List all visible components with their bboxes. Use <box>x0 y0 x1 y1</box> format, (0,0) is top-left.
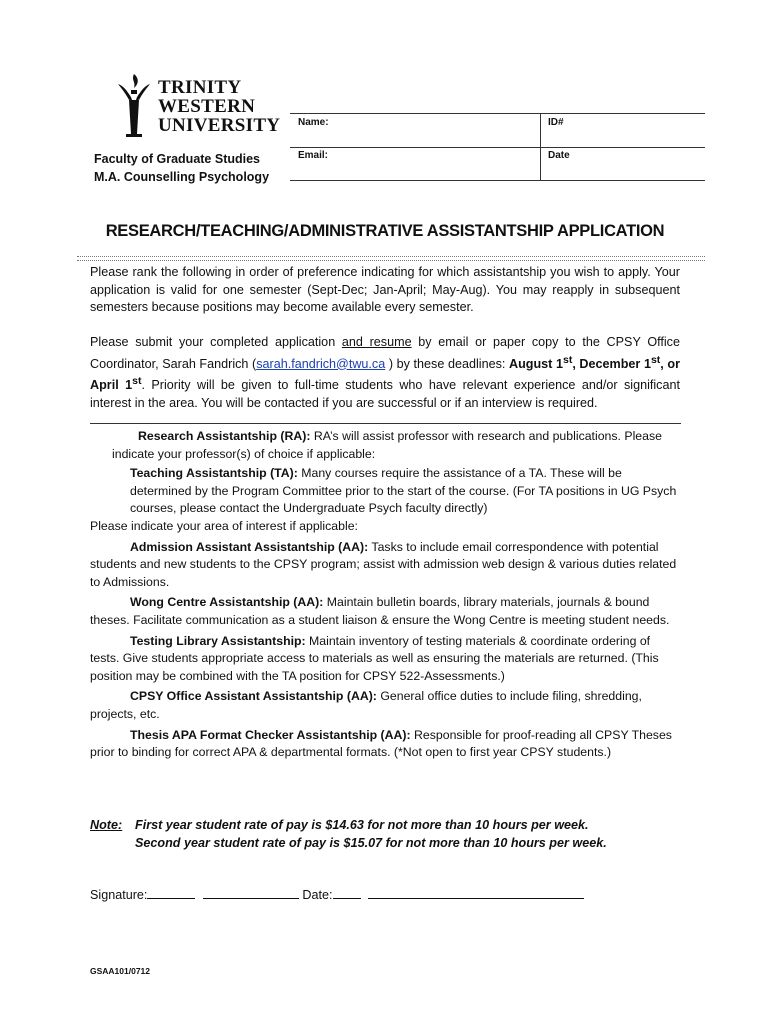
faculty-name: Faculty of Graduate Studies <box>94 152 261 166</box>
submission-text: ) by these deadlines: <box>385 356 509 371</box>
signature-row <box>90 886 584 902</box>
signature-label: Signature: <box>90 888 148 902</box>
section-divider <box>90 423 681 424</box>
role-title: Wong Centre Assistantship (AA): <box>130 595 324 610</box>
date-line[interactable] <box>368 886 584 899</box>
second-year-rate: Second year student rate of pay is $15.07 for not more than 10 hours per week. <box>135 836 607 850</box>
page-title: RESEARCH/TEACHING/ADMINISTRATIVE ASSISTANTSHIP APPLICATION <box>105 222 665 240</box>
role-cpsy-office <box>90 688 682 723</box>
role-ta <box>90 465 682 518</box>
submission-text: . Priority will be given to full-time students who have relevant experience and/or significant interest in the area. You will be contacted if you are successful or if an interview is required. <box>90 378 680 410</box>
logo-line-western: WESTERN <box>158 96 256 117</box>
university-logo <box>114 72 281 138</box>
submission-text: Please submit your completed application <box>90 335 342 349</box>
ordinal-suffix: st <box>132 375 142 388</box>
logo-line-university: UNIVERSITY <box>158 115 281 136</box>
role-testing-library <box>90 633 682 686</box>
twu-torch-icon <box>114 72 154 138</box>
role-title: Teaching Assistantship (TA): <box>130 466 298 481</box>
submission-text: by email or paper copy to the CPSY Office Coordinator, Sarah Fandrich ( <box>90 335 680 371</box>
first-year-rate: First year student rate of pay is $14.63 for not more than 10 hours per week. <box>135 818 589 832</box>
note-label: Note: <box>90 818 123 832</box>
role-title: Thesis APA Format Checker Assistantship (AA): <box>130 727 411 742</box>
deadline-dec: , December 1 <box>572 356 651 371</box>
table-rule <box>290 147 705 148</box>
intro-paragraph: Please rank the following in order of preference indicating for which assistantship you wish to apply. Your application is valid for one semester (Sept-Dec; Jan-April; May-Aug). You may reapply in subsequent semesters because positions may become available every semester. <box>90 265 680 314</box>
deadline-aug: August 1 <box>509 356 563 371</box>
role-title: Admission Assistant Assistantship (AA): <box>130 539 369 554</box>
role-description: RA’s will assist professor with research and publications. Please <box>310 429 662 443</box>
dotted-divider <box>77 256 705 261</box>
pay-rate-note <box>90 816 690 852</box>
signature-line[interactable] <box>147 886 195 899</box>
role-ra-prompt: indicate your professor(s) of choice if applicable: <box>112 446 376 461</box>
role-thesis-checker <box>90 727 682 762</box>
role-description: General office duties to include filing, shredding, projects, etc. <box>90 689 642 721</box>
role-ra <box>90 428 682 446</box>
assistantship-list <box>90 428 682 762</box>
form-code: GSAA101/0712 <box>90 966 151 976</box>
role-wong-centre <box>90 594 682 629</box>
id-field[interactable]: ID# <box>548 117 564 128</box>
ordinal-suffix: st <box>562 353 573 366</box>
email-field[interactable]: Email: <box>298 150 329 161</box>
role-description: Many courses require the assistance of a TA. These will be determined by the Program Committee prior to the start of the course. (For TA positions in UG Psych courses, please contact the Undergraduate Psych faculty directly) <box>130 466 677 516</box>
deadline-apr: , or April 1 <box>90 356 680 393</box>
applicant-info-table <box>290 113 705 181</box>
role-description: Maintain inventory of testing materials & coordinate ordering of tests. Give students appropriate access to materials as well as ensuring the materials are returned. (This position may be combined with the TA position for CPSY 522-Assessments.) <box>90 633 659 683</box>
university-name <box>158 78 280 135</box>
date-field[interactable]: Date <box>548 150 570 161</box>
role-description: Tasks to include email correspondence with potential students and new students to the CPSY program; assist with admission web design & various duties related to Admissions. <box>90 539 677 589</box>
table-rule <box>290 180 705 181</box>
coordinator-email-link[interactable]: sarah.fandrich@twu.ca <box>256 356 386 371</box>
date-line[interactable] <box>333 886 361 899</box>
role-description: Maintain bulletin boards, library materials, journals & bound theses. Facilitate communication as a student liaison & ensure the Wong Centre is meeting student needs. <box>90 595 670 627</box>
resume-emphasis: and resume <box>341 335 412 349</box>
role-description: Responsible for proof-reading all CPSY Theses prior to binding for correct APA & departmental formats. (*Not open to first year CPSY students.) <box>90 727 672 760</box>
submission-paragraph <box>90 334 680 412</box>
role-title: CPSY Office Assistant Assistantship (AA): <box>130 689 377 704</box>
name-field[interactable]: Name: <box>298 117 329 128</box>
faculty-block <box>94 150 269 186</box>
role-title: Research Assistantship (RA): <box>138 429 311 443</box>
program-name: M.A. Counselling Psychology <box>94 170 270 184</box>
logo-line-trinity: TRINITY <box>158 77 242 98</box>
role-admission <box>90 539 682 592</box>
role-title: Testing Library Assistantship: <box>130 633 306 648</box>
signature-line[interactable] <box>203 886 299 899</box>
role-ta-prompt: Please indicate your area of interest if applicable: <box>90 518 358 533</box>
date-label: Date: <box>302 888 333 902</box>
table-rule <box>290 113 705 114</box>
ordinal-suffix: st <box>650 353 661 366</box>
table-divider <box>540 113 541 181</box>
